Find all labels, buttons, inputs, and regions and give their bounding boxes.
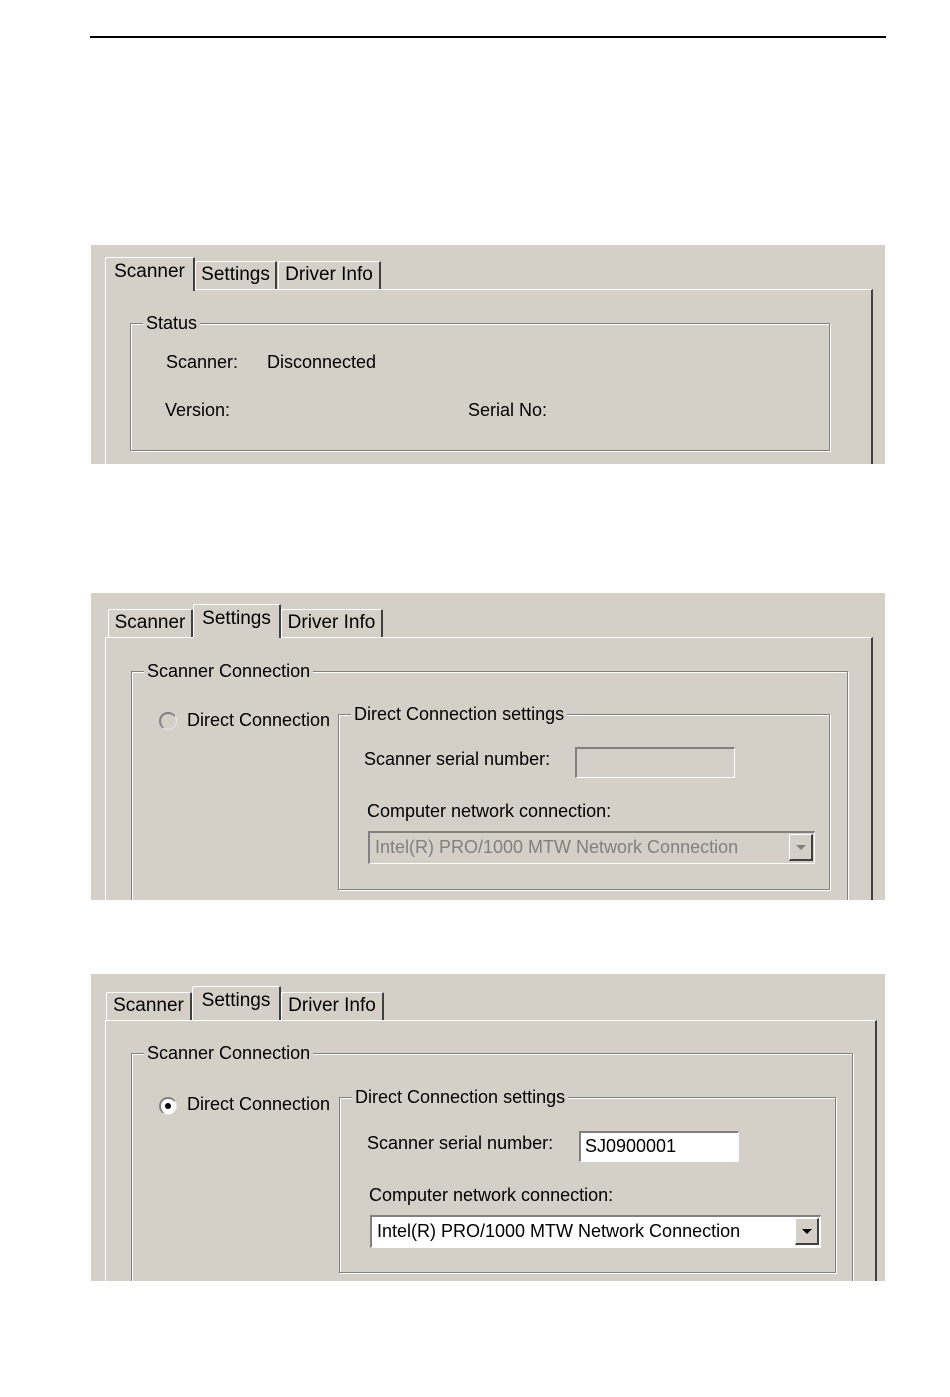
serial-number-input[interactable]: SJ0900001 <box>579 1131 739 1162</box>
network-connection-select[interactable] <box>368 831 815 864</box>
page-top-rule <box>90 36 886 38</box>
network-connection-value: Intel(R) PRO/1000 MTW Network Connection <box>375 837 739 857</box>
direct-connection-settings-title: Direct Connection settings <box>352 1086 568 1108</box>
tab-settings[interactable]: Settings <box>192 986 281 1020</box>
serial-number-label: Scanner serial number: <box>367 1133 554 1153</box>
direct-connection-radio[interactable] <box>159 712 177 730</box>
scanner-connection-group <box>131 661 848 900</box>
serial-no-label: Serial No: <box>468 400 548 420</box>
chevron-down-icon[interactable] <box>789 834 813 861</box>
scanner-connection-group <box>131 1043 853 1281</box>
direct-connection-radio[interactable] <box>159 1097 177 1115</box>
scanner-connection-title: Scanner Connection <box>144 1042 313 1064</box>
tab-scanner[interactable]: Scanner <box>105 257 195 291</box>
tab-driver-info[interactable]: Driver Info <box>281 609 383 637</box>
tab-driver-info[interactable]: Driver Info <box>278 261 381 289</box>
network-connection-select[interactable] <box>370 1215 821 1248</box>
network-connection-label: Computer network connection: <box>367 801 612 821</box>
tab-settings[interactable]: Settings <box>193 604 281 638</box>
tab-scanner[interactable]: Scanner <box>106 992 192 1020</box>
version-label: Version: <box>165 400 231 420</box>
scanner-label: Scanner: <box>166 352 239 372</box>
status-group-title: Status <box>143 312 200 334</box>
tab-page <box>105 1020 877 1281</box>
network-connection-value: Intel(R) PRO/1000 MTW Network Connection <box>377 1221 741 1241</box>
serial-number-label: Scanner serial number: <box>364 749 551 769</box>
tab-page <box>105 637 873 900</box>
scanner-connection-title: Scanner Connection <box>144 660 313 682</box>
settings-tab-enabled-screenshot <box>91 974 886 1281</box>
tab-scanner[interactable]: Scanner <box>108 609 193 637</box>
direct-connection-settings-title: Direct Connection settings <box>351 703 567 725</box>
tab-page <box>105 289 873 464</box>
direct-connection-settings-group <box>338 704 830 890</box>
tab-settings[interactable]: Settings <box>195 261 277 289</box>
scanner-tab-screenshot <box>91 245 886 464</box>
direct-connection-label: Direct Connection <box>187 710 331 730</box>
serial-number-input[interactable] <box>575 747 735 778</box>
direct-connection-label: Direct Connection <box>187 1094 331 1114</box>
status-group <box>130 313 830 451</box>
scanner-status-value: Disconnected <box>267 352 377 372</box>
direct-connection-settings-group <box>339 1087 836 1273</box>
tab-driver-info[interactable]: Driver Info <box>281 992 384 1020</box>
chevron-down-icon[interactable] <box>795 1218 819 1245</box>
network-connection-label: Computer network connection: <box>369 1185 614 1205</box>
settings-tab-disabled-screenshot <box>91 593 886 900</box>
